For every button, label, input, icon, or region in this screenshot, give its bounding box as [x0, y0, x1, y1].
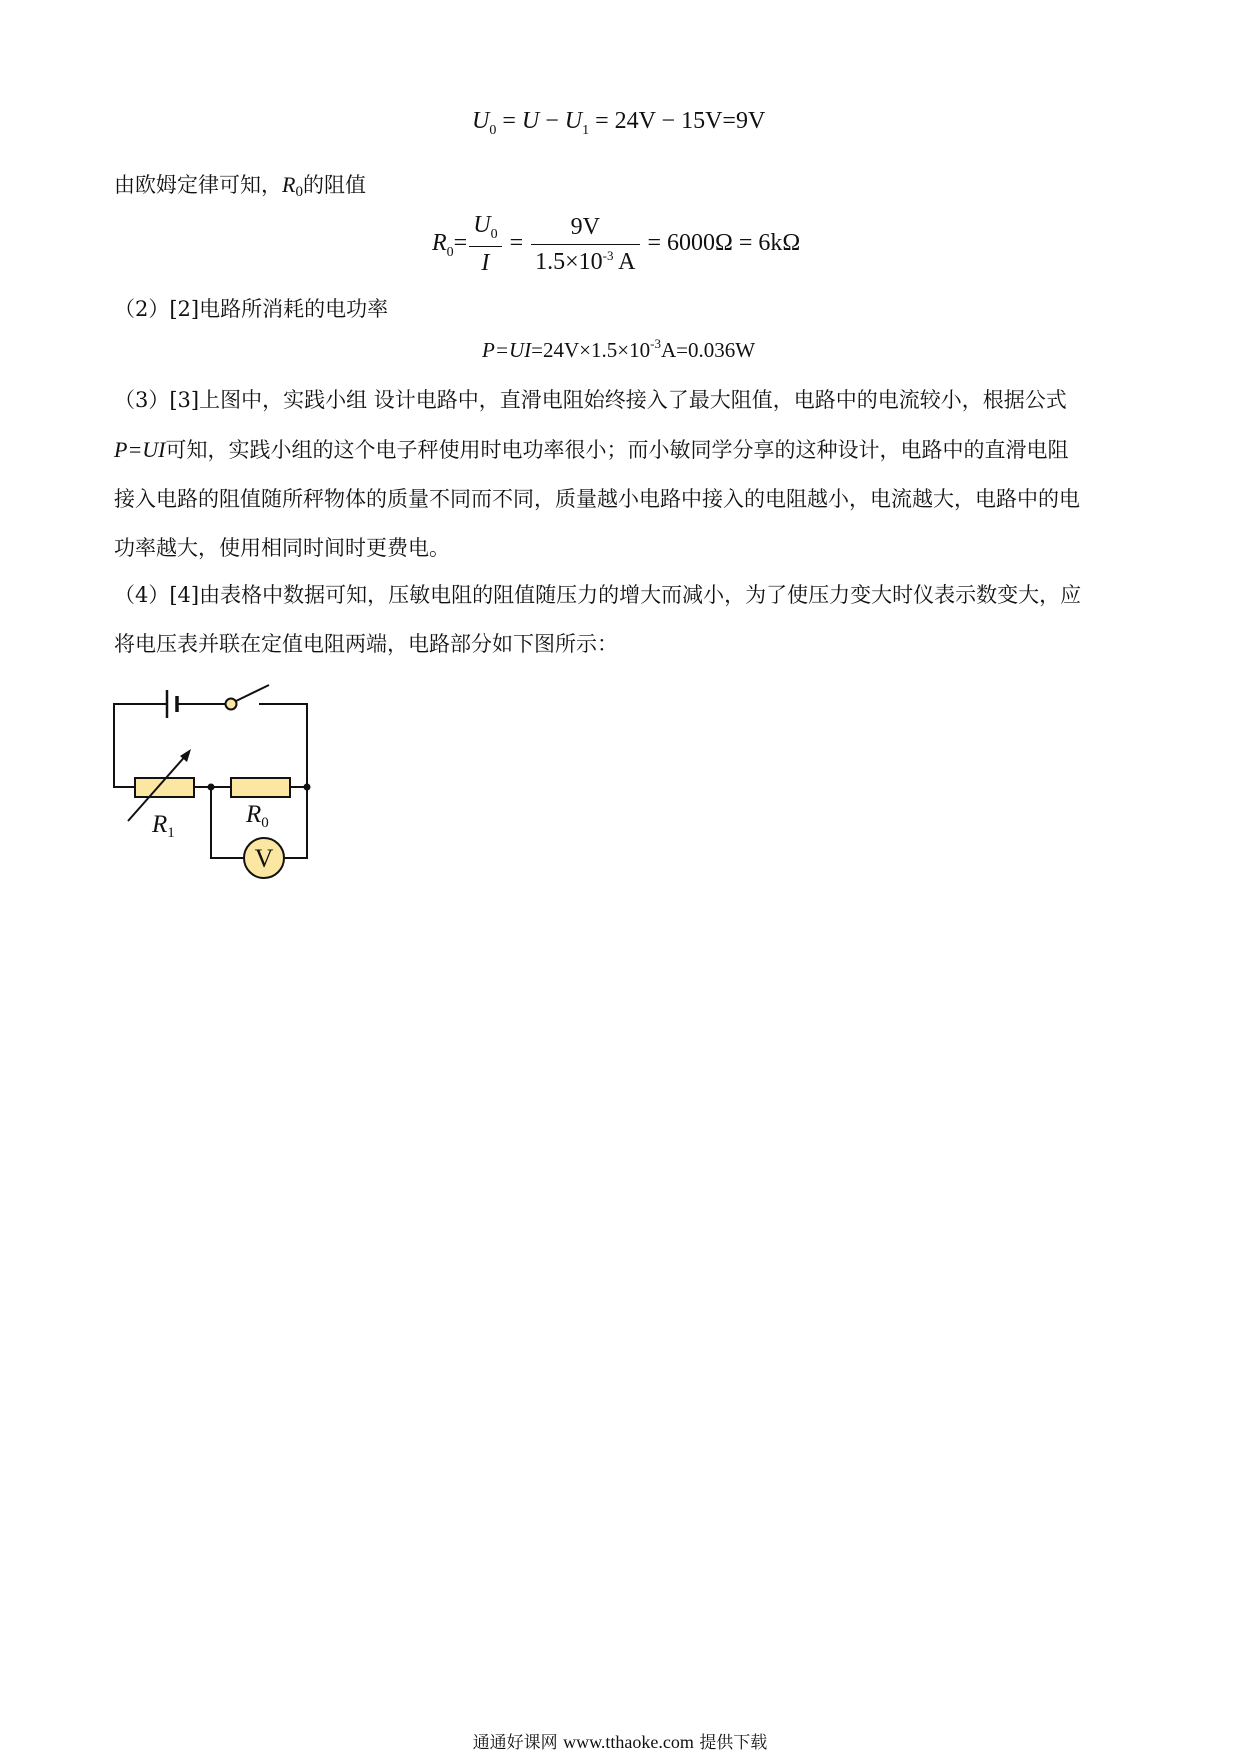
- text-line: [114, 160, 1128, 217]
- equation-u0: [472, 108, 765, 139]
- symbol: U: [472, 108, 490, 134]
- footer-brand: 通通好课网: [472, 1733, 558, 1753]
- equation-power: [482, 336, 755, 363]
- text-line: （4）[4]由表格中数据可知，压敏电阻的阻值随压力的增大而减小，为了使压力变大时仪表示数变大，应: [114, 583, 1082, 607]
- formula-inline: P=UI: [114, 437, 166, 462]
- switch-blade: [236, 685, 269, 701]
- text-line: [114, 425, 1128, 475]
- circuit-wires: [114, 685, 307, 858]
- denominator: [531, 245, 639, 276]
- equation-result: = 6000Ω = 6kΩ: [641, 230, 801, 257]
- r0-symbol: R: [246, 801, 262, 828]
- subscript: 0: [295, 184, 303, 200]
- exponent: -3: [602, 247, 614, 263]
- unit: A: [613, 248, 636, 275]
- operator: =: [453, 230, 468, 257]
- text-segment: =24V×1.5×10: [531, 338, 651, 362]
- var-u: U: [521, 108, 540, 134]
- text-line: （2）[2]电路所消耗的电功率: [114, 297, 389, 321]
- subscript: 0: [489, 123, 497, 138]
- part-3-paragraph: [114, 376, 1128, 573]
- junction-node-right: [304, 784, 311, 791]
- ohm-law-sentence: [114, 160, 1128, 217]
- text-line: （3）[3]上图中，实践小组 设计电路中，直滑电阻始终接入了最大阻值，电路中的电流较小，根据公式: [114, 388, 1067, 412]
- equation-r0: [432, 212, 800, 277]
- text-segment: 可知，实践小组的这个电子秤使用时电功率很小；而小敏同学分享的这种设计，电路中的直滑电阻: [165, 438, 1069, 462]
- footer-note: 提供下载: [699, 1733, 768, 1753]
- exponent: -3: [650, 336, 661, 351]
- numerator: [469, 212, 501, 247]
- part-4-paragraph: [114, 571, 1128, 669]
- symbol: U: [473, 212, 491, 238]
- operator: =: [496, 108, 522, 134]
- circuit-diagram: [104, 670, 324, 890]
- numerator: 9V: [531, 214, 639, 245]
- r1-subscript: 1: [167, 825, 175, 841]
- text-line: 功率越大，使用相同时间时更费电。: [114, 536, 450, 560]
- var-r0: R: [432, 230, 447, 257]
- symbol: I: [481, 250, 490, 276]
- operator: −: [539, 108, 565, 134]
- fraction-u0-over-i: [469, 212, 501, 277]
- text-line: 将电压表并联在定值电阻两端，电路部分如下图所示：: [114, 632, 618, 656]
- page-footer: [0, 1728, 1240, 1753]
- switch-pivot: [226, 699, 237, 710]
- text-segment: 的阻值: [302, 173, 366, 197]
- r0-subscript: 0: [261, 815, 269, 831]
- equation-result: = 24V − 15V=9V: [589, 108, 766, 134]
- operator: =: [503, 230, 530, 257]
- subscript: 0: [446, 245, 454, 261]
- fraction-9v-over-current: [531, 214, 639, 276]
- wire-top-right: [259, 704, 307, 787]
- symbol-r: R: [282, 172, 296, 197]
- var-u0: [472, 108, 489, 134]
- equation-result: A=0.036W: [660, 338, 756, 362]
- text-line: 接入电路的阻值随所秤物体的质量不同而不同，质量越小电路中接入的电阻越小，电流越大，电路中的电: [114, 487, 1080, 511]
- power-formula: P=UI: [482, 338, 532, 362]
- r0-label: [245, 801, 269, 831]
- var-u1: U: [564, 108, 583, 134]
- text-segment: 由欧姆定律可知，: [114, 173, 282, 197]
- r1-symbol: R: [152, 811, 168, 838]
- footer-website: www.tthaoke.com: [563, 1732, 694, 1752]
- denominator: [469, 247, 501, 277]
- subscript: 1: [582, 123, 590, 138]
- part-2-heading: [114, 285, 1128, 334]
- resistor-r0: [231, 778, 290, 797]
- r1-label: [151, 811, 175, 841]
- voltmeter-label: V: [254, 844, 274, 873]
- text-segment: 1.5×10: [535, 248, 603, 275]
- subscript: 0: [490, 227, 498, 242]
- junction-node-left: [208, 784, 215, 791]
- wire-top-left: [114, 704, 167, 787]
